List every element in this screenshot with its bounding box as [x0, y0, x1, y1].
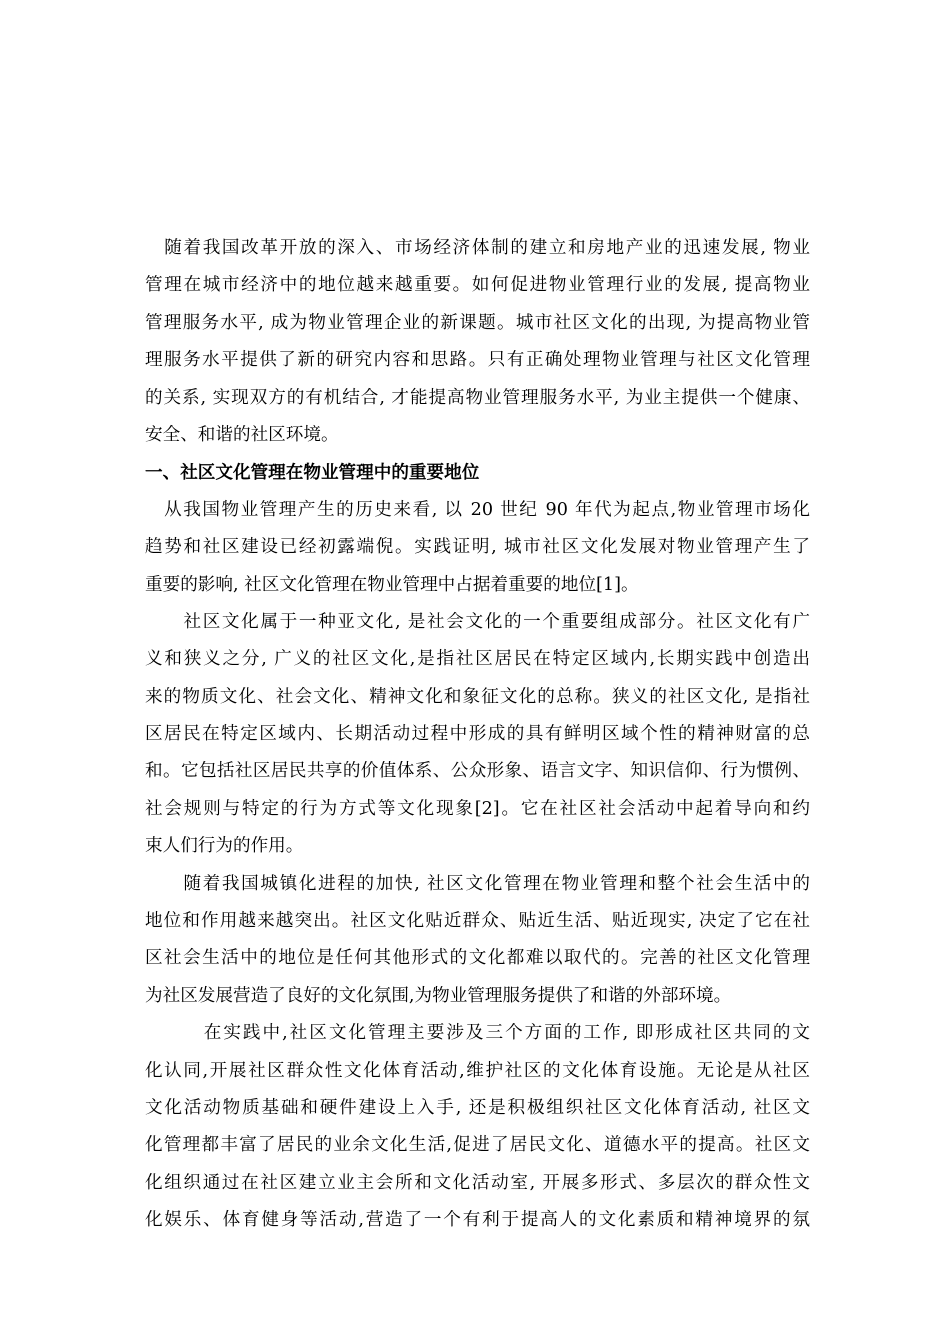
text-line: 文化活动物质基础和硬件建设上入手, 还是积极组织社区文化体育活动, 社区文: [145, 1097, 810, 1118]
text-line: 为社区发展营造了良好的文化氛围,为物业管理服务提供了和谐的外部环境。: [145, 985, 732, 1006]
text-line: 理服务水平提供了新的研究内容和思路。只有正确处理物业管理与社区文化管理: [145, 350, 810, 371]
paragraph-intro: [145, 230, 810, 454]
text-line: 和。它包括社区居民共享的价值体系、公众形象、语言文字、知识信仰、行为惯例、: [145, 761, 810, 782]
text-line: 义和狭义之分, 广义的社区文化,是指社区居民在特定区域内,长期实践中创造出: [145, 649, 810, 670]
text-line: 地位和作用越来越突出。社区文化贴近群众、贴近生活、贴近现实, 决定了它在社: [145, 911, 810, 932]
paragraph-practice: [145, 1015, 810, 1239]
text-line: 化组织通过在社区建立业主会所和文化活动室, 开展多形式、多层次的群众性文: [145, 1172, 810, 1193]
text-line: 的关系, 实现双方的有机结合, 才能提高物业管理服务水平, 为业主提供一个健康、: [145, 387, 810, 408]
text-line: 重要的影响, 社区文化管理在物业管理中占据着重要的地位[1]。: [145, 574, 639, 595]
text-line: 社会规则与特定的行为方式等文化现象[2]。它在社区社会活动中起着导向和约: [145, 798, 810, 819]
section-heading: 一、社区文化管理在物业管理中的重要地位: [145, 462, 480, 484]
text-line: 趋势和社区建设已经初露端倪。实践证明, 城市社区文化发展对物业管理产生了: [145, 537, 810, 558]
text-line: 区居民在特定区域内、长期活动过程中形成的具有鲜明区域个性的精神财富的总: [145, 724, 810, 745]
text-line: 化认同,开展社区群众性文化体育活动,维护社区的文化体育设施。无论是从社区: [145, 1060, 810, 1081]
text-line: 社区文化属于一种亚文化, 是社会文化的一个重要组成部分。社区文化有广: [145, 611, 810, 632]
paragraph-definition: [145, 604, 810, 866]
text-line: 在实践中,社区文化管理主要涉及三个方面的工作, 即形成社区共同的文: [145, 1023, 810, 1044]
document-body: [145, 230, 810, 1240]
text-line: 区社会生活中的地位是任何其他形式的文化都难以取代的。完善的社区文化管理: [145, 948, 810, 969]
text-line: 管理服务水平, 成为物业管理企业的新课题。城市社区文化的出现, 为提高物业管: [145, 312, 810, 333]
text-line: 化娱乐、体育健身等活动,营造了一个有利于提高人的文化素质和精神境界的氛: [145, 1210, 810, 1231]
text-line: 随着我国改革开放的深入、市场经济体制的建立和房地产业的迅速发展, 物业: [145, 238, 810, 258]
text-line: 随着我国城镇化进程的加快, 社区文化管理在物业管理和整个社会生活中的: [145, 873, 810, 894]
text-line: 来的物质文化、社会文化、精神文化和象征文化的总称。狭义的社区文化, 是指社: [145, 686, 810, 707]
text-line: 从我国物业管理产生的历史来看, 以 20 世纪 90 年代为起点,物业管理市场化: [145, 499, 810, 520]
paragraph-urbanization: [145, 866, 810, 1016]
text-line: 安全、和谐的社区环境。: [145, 424, 339, 445]
paragraph-history: [145, 492, 810, 604]
text-line: 化管理都丰富了居民的业余文化生活,促进了居民文化、道德水平的提高。社区文: [145, 1135, 810, 1156]
text-line: 管理在城市经济中的地位越来越重要。如何促进物业管理行业的发展, 提高物业: [145, 275, 810, 296]
text-line: 束人们行为的作用。: [145, 836, 304, 857]
